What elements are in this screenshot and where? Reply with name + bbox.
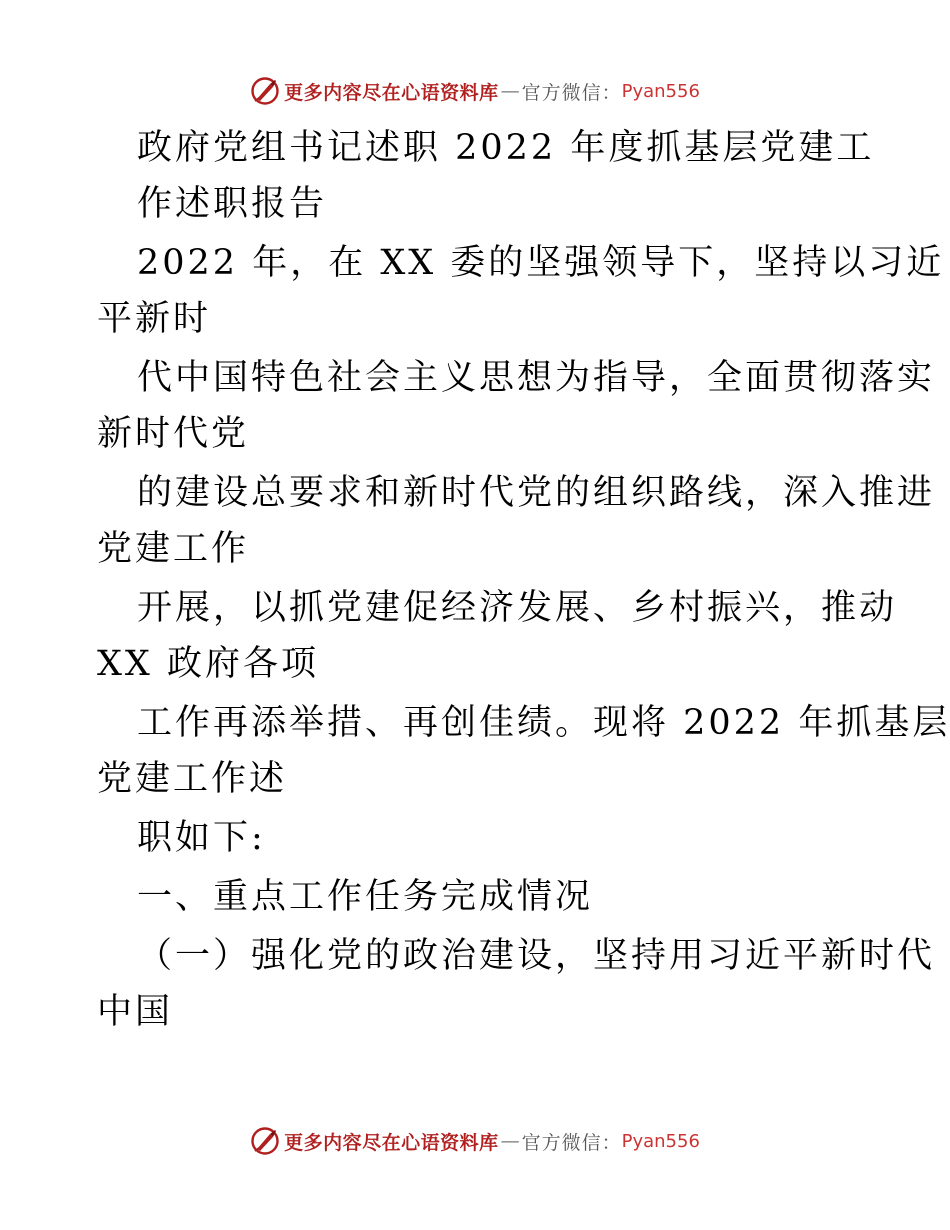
header-wechat-handle: Pyan556 [621,80,700,102]
footer-wechat-handle: Pyan556 [621,1130,700,1152]
paragraph-line: 职如下: [137,818,266,858]
paragraph-line: 党建工作 [97,529,250,569]
quill-logo-icon [250,76,280,106]
subsection-heading-line: 中国 [97,992,174,1032]
paragraph-line: XX 政府各项 [97,644,319,684]
footer-banner [0,1124,950,1158]
paragraph-line: 的建设总要求和新时代党的组织路线，深入推进 [137,473,936,513]
footer-wechat-label: 官方微信： [521,1131,622,1154]
paragraph-line: 新时代党 [97,414,250,454]
header-dash: — [500,80,520,102]
footer-dash: — [500,1130,520,1152]
section-heading: 一、重点工作任务完成情况 [137,877,594,917]
title-line-2: 作述职报告 [137,184,328,224]
header-wechat-label: 官方微信： [521,81,622,104]
subsection-heading-line: （一）强化党的政治建设，坚持用习近平新时代 [137,936,936,976]
quill-logo-icon [250,1126,280,1156]
paragraph-line: 代中国特色社会主义思想为指导，全面贯彻落实 [137,358,936,398]
header-banner [0,74,950,108]
paragraph-line: 2022 年，在 XX 委的坚强领导下，坚持以习近 [137,243,945,283]
paragraph-line: 党建工作述 [97,759,288,799]
paragraph-line: 平新时 [97,299,212,339]
paragraph-line: 开展，以抓党建促经济发展、乡村振兴，推动 [137,588,898,628]
paragraph-line: 工作再添举措、再创佳绩。现将 2022 年抓基层 [137,703,950,743]
footer-site-text: 更多内容尽在心语资料库 [284,1131,499,1154]
title-line-1: 政府党组书记述职 2022 年度抓基层党建工 [137,128,875,168]
header-site-text: 更多内容尽在心语资料库 [284,81,499,104]
